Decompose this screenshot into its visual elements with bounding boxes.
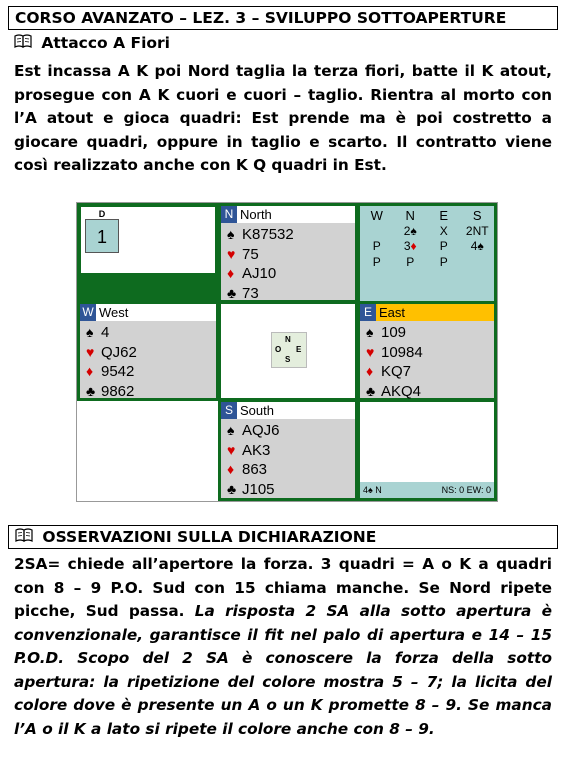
lesson-title	[8, 6, 558, 30]
diamond-icon: ♦	[227, 461, 235, 477]
west-clubs: 9862	[101, 382, 135, 400]
bid-call: P	[372, 254, 381, 269]
bidding-observations	[8, 553, 558, 741]
bidding-header-s: S	[472, 208, 482, 223]
south-hand	[221, 402, 355, 498]
north-diamonds: AJ10	[242, 265, 277, 282]
observations-title: OSSERVAZIONI SULLA DICHIARAZIONE	[42, 528, 377, 546]
west-spades: 4	[101, 324, 110, 341]
south-name: South	[240, 403, 274, 418]
north-hearts: 75	[242, 245, 259, 263]
west-hearts: QJ62	[101, 343, 137, 361]
diamond-icon: ♦	[366, 363, 374, 379]
compass-o: O	[275, 345, 282, 354]
bidding-table	[360, 206, 494, 302]
east-hand	[360, 304, 494, 398]
empty-cell	[77, 401, 218, 501]
south-hearts: AK3	[242, 441, 271, 459]
bid-call: 2NT	[465, 223, 489, 238]
bidding-row	[360, 255, 494, 271]
bid-call: 2♠	[403, 223, 417, 238]
result-bar	[360, 482, 494, 498]
bid-call	[360, 224, 394, 240]
club-icon: ♣	[227, 284, 237, 301]
compass-rose	[271, 332, 307, 368]
spade-icon: ♠	[227, 226, 235, 242]
observations-heading	[8, 525, 558, 549]
bid-call: 3♦	[403, 239, 417, 253]
table-center-frame	[218, 301, 358, 401]
book-icon	[14, 34, 32, 52]
bidding-frame	[357, 203, 497, 303]
spade-icon: ♠	[227, 422, 235, 438]
result-frame	[357, 399, 497, 501]
north-clubs: 73	[242, 284, 259, 302]
board-info-frame	[77, 203, 219, 303]
bid-call: 4♠	[470, 239, 484, 253]
table-center	[221, 304, 355, 398]
bidding-row	[360, 239, 494, 255]
east-spades: 109	[381, 324, 407, 341]
opening-lead-heading	[8, 34, 558, 52]
board-number: 1	[85, 219, 119, 253]
north-name: North	[240, 207, 272, 222]
south-hand-frame	[218, 399, 358, 501]
east-hearts: 10984	[381, 343, 423, 361]
east-seat-badge: E	[360, 304, 376, 321]
bridge-deal-diagram	[76, 202, 498, 502]
heart-icon: ♥	[227, 245, 236, 262]
north-hand	[221, 206, 355, 300]
diamond-icon: ♦	[86, 363, 94, 379]
west-hand	[80, 304, 216, 398]
bidding-header-n: N	[405, 208, 415, 223]
observations-text: 2SA= chiede all’apertore la forza. 3 quadri = A o K a quadri con 8 – 9 P.O. Sud con 15 chiama manche. Se Nord ripete picche, Sud passa.	[14, 555, 552, 620]
west-hand-frame	[77, 301, 219, 401]
bidding-header-e: E	[439, 208, 449, 223]
south-diamonds: 863	[242, 461, 268, 478]
bidding-header-row	[360, 208, 494, 224]
play-description: Est incassa A K poi Nord taglia la terza fiori, batte il K atout, prosegue con A K cuori e cuori – taglio. Rientra al morto con l’A atout e gioca quadri: Est prende ma è poi costretto a giocare quadri, oppure in taglio e scarto. Il contratto viene così realizzato anche con K Q quadri in Est.	[14, 62, 552, 174]
west-name: West	[99, 305, 129, 320]
club-icon: ♣	[366, 382, 376, 399]
lesson-title-text: CORSO AVANZATO – LEZ. 3 – SVILUPPO SOTTOAPERTURE	[15, 9, 507, 27]
bid-call: P	[439, 254, 448, 269]
score: NS: 0 EW: 0	[441, 485, 491, 495]
east-hand-frame	[357, 301, 497, 401]
compass-s: S	[285, 355, 291, 364]
book-icon	[15, 528, 33, 546]
final-contract: 4♠ N	[363, 485, 382, 495]
north-spades: K87532	[242, 226, 294, 243]
heart-icon: ♥	[86, 343, 95, 360]
west-seat-badge: W	[80, 304, 96, 321]
observations-italic-text: La risposta 2 SA alla sotto apertura è convenzionale, garantisce il fit nel palo di apertura e 14 – 15 P.O.D. Scopo del 2 SA è conoscere la forza della sotto apertura: la ripetizione del colore mostra 5 – 7; la licita del colore dove è presente un A o un K promette 8 – 9. Se manca l’A o il K a lato si ripete il colore anche con 8 – 9.	[14, 602, 552, 738]
club-icon: ♣	[86, 382, 96, 399]
south-clubs: J105	[242, 480, 275, 498]
spade-icon: ♠	[86, 324, 94, 340]
spade-icon: ♠	[366, 324, 374, 340]
club-icon: ♣	[227, 480, 237, 497]
east-diamonds: KQ7	[381, 363, 412, 380]
dealer-label: D	[98, 209, 106, 219]
bid-call	[461, 255, 495, 271]
south-spades: AQJ6	[242, 422, 280, 439]
south-seat-badge: S	[221, 402, 237, 419]
diamond-icon: ♦	[227, 265, 235, 281]
compass-e: E	[296, 345, 302, 354]
bid-call: P	[406, 254, 415, 269]
heart-icon: ♥	[366, 343, 375, 360]
compass-n: N	[285, 335, 291, 344]
north-seat-badge: N	[221, 206, 237, 223]
heart-icon: ♥	[227, 441, 236, 458]
opening-lead-label: Attacco A Fiori	[41, 34, 171, 52]
bidding-header-w: W	[370, 208, 383, 223]
bidding-row	[360, 224, 494, 240]
west-diamonds: 9542	[101, 363, 135, 380]
north-hand-frame	[218, 203, 358, 303]
bid-call: X	[439, 223, 448, 238]
bid-call: P	[372, 239, 381, 253]
east-clubs: AKQ4	[381, 382, 422, 400]
east-name: East	[379, 305, 406, 320]
bid-call: P	[439, 239, 448, 253]
